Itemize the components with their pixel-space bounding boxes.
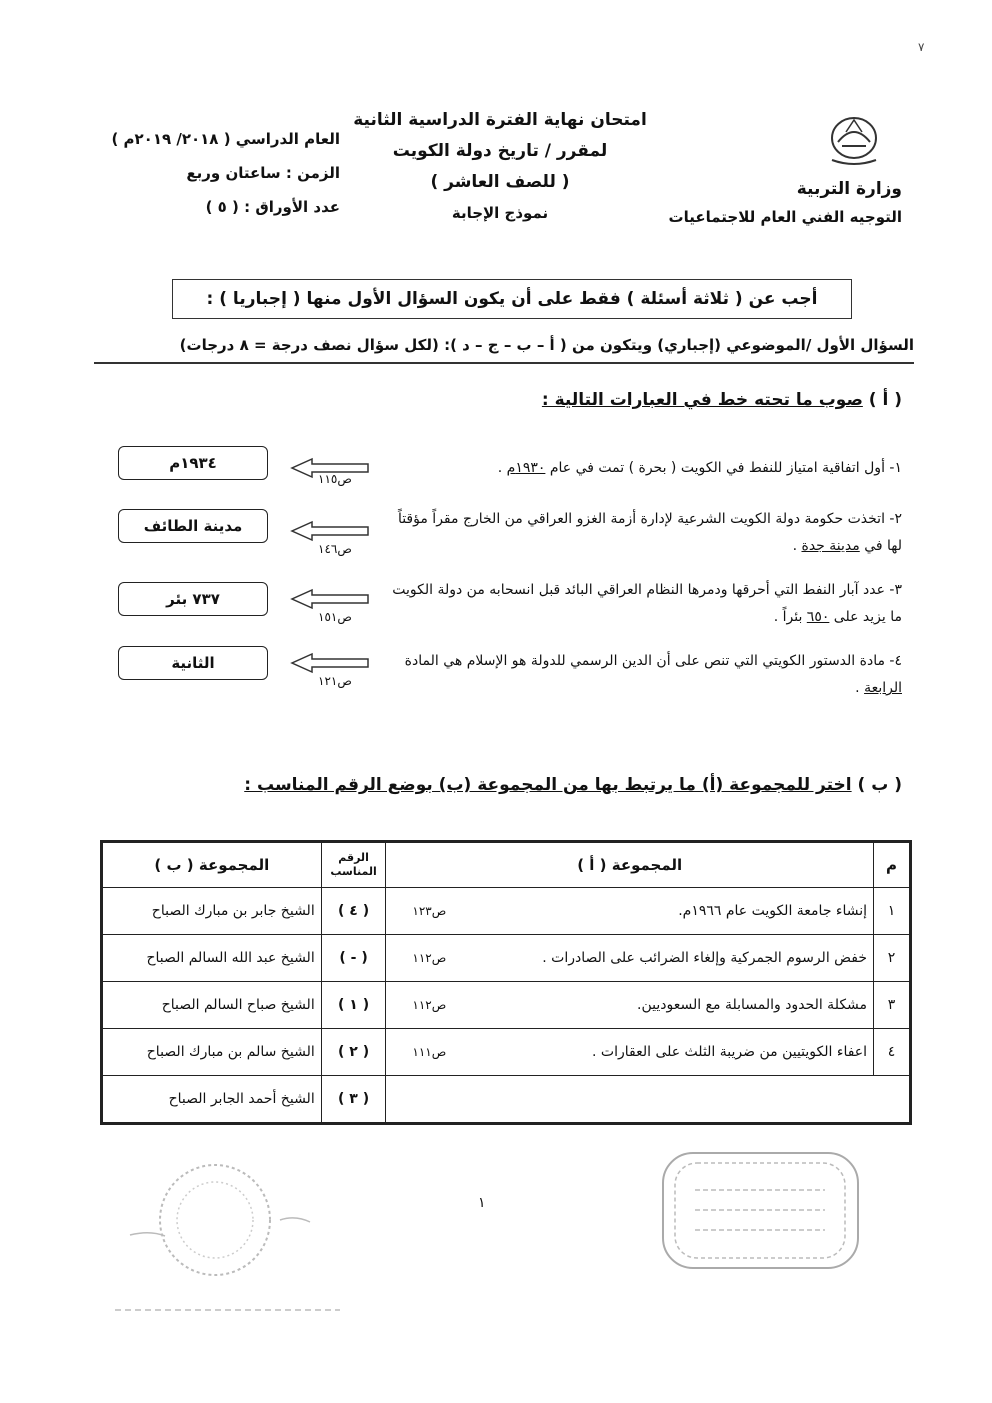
group-a-text: إنشاء جامعة الكويت عام ١٩٦٦م.: [678, 903, 868, 919]
matched-number: ( - ): [321, 935, 386, 982]
page-ref: ص١٢١: [318, 674, 352, 688]
partA-title: صوب ما تحته خط في العبارات التالية :: [541, 390, 863, 410]
arrow-left-icon: [290, 652, 370, 674]
page-ref: ص١١٢: [412, 951, 447, 965]
arrow-left-icon: [290, 588, 370, 610]
answer-text: ٧٣٧ بئر: [166, 590, 220, 608]
group-a-cell: [386, 935, 874, 982]
answer-text: ١٩٣٤م: [169, 454, 217, 472]
header-number: الرقم المناسب: [321, 842, 386, 888]
group-a-cell: [386, 888, 874, 935]
group-a-text: اعفاء الكويتيين من ضريبة الثلث على العقارات .: [592, 1044, 868, 1060]
statement-end: .: [855, 680, 865, 696]
statement-end: .: [792, 538, 802, 554]
exam-title-block: [340, 105, 660, 229]
partA-heading: [542, 390, 902, 410]
exam-time: الزمن : ساعتان وربع: [186, 164, 340, 182]
matched-number: ( ٢ ): [321, 1029, 386, 1076]
row-index: ٣: [874, 982, 911, 1029]
group-a-cell: [386, 1029, 874, 1076]
instruction-box: [172, 279, 852, 319]
statement-text: ٣- عدد آبار النفط التي أحرقها ودمرها النظام العراقي البائد قبل انسحابه من دولة الكويت ما يزيد على: [392, 582, 902, 625]
page-number: ١: [478, 1195, 486, 1211]
partB-title: اختر للمجموعة (أ) ما يرتبط بها من المجموعة (ب) بوضع الرقم المناسب :: [244, 775, 852, 795]
ministry-name: وزارة التربية: [796, 179, 902, 199]
exam-meta: [70, 122, 340, 224]
underlined-term: الرابعة: [864, 680, 902, 696]
group-b-cell: الشيخ صباح السالم الصباح: [102, 982, 322, 1029]
page-ref: ص١١٥: [318, 472, 352, 486]
answer-model-label: نموذج الإجابة: [451, 204, 549, 222]
row-index: ٤: [874, 1029, 911, 1076]
instruction-text: أجب عن ( ثلاثة أسئلة ) فقط على أن يكون السؤال الأول منها ( إجباريا ) :: [206, 289, 818, 309]
matching-table: [100, 840, 912, 1125]
row-index: ٢: [874, 935, 911, 982]
partB-label: ( ب ): [857, 775, 902, 795]
row-index: ١: [874, 888, 911, 935]
statement-text: ٢- اتخذت حكومة دولة الكويت الشرعية لإدارة أزمة الغزو العراقي من الخارج مقراً مؤقتاً لها في: [397, 511, 902, 554]
statement-end: .: [497, 460, 507, 476]
answer-box-2: [118, 509, 268, 543]
underlined-term: مدينة جدة: [801, 538, 860, 554]
answer-box-3: [118, 582, 268, 616]
page-ref: ص١١١: [412, 1045, 447, 1059]
group-a-cell: [386, 1076, 874, 1124]
page-ref: ص١١٢: [412, 998, 447, 1012]
group-b-cell: الشيخ سالم بن مبارك الصباح: [102, 1029, 322, 1076]
underlined-term: ٦٥٠: [806, 609, 830, 625]
exam-subject: لمقرر / تاريخ دولة الكويت: [392, 141, 608, 161]
header-m: م: [874, 842, 911, 888]
header-group-a: المجموعة ( أ ): [386, 842, 874, 888]
statement-3: [392, 577, 902, 631]
answer-text: الثانية: [171, 654, 215, 672]
statement-text: ١- أول اتفاقية امتياز للنفط في الكويت ( بحرة ) تمت في عام: [545, 460, 902, 476]
divider: [94, 362, 914, 364]
underlined-term: ١٩٣٠م: [506, 460, 546, 476]
table-row: [102, 982, 911, 1029]
statement-4: [392, 648, 902, 702]
department-name: التوجيه الفني العام للاجتماعيات: [668, 208, 902, 226]
matched-number: ( ٣ ): [321, 1076, 386, 1124]
group-b-cell: الشيخ عبد الله السالم الصباح: [102, 935, 322, 982]
question1-title: السؤال الأول /الموضوعي (إجباري) ويتكون من ( أ – ب – ج – د ): (لكل سؤال نصف درجة = ٨ درجات): [179, 336, 914, 354]
academic-year: العام الدراسي ( ٢٠١٨/ ٢٠١٩م ): [111, 130, 340, 148]
row-index: [874, 1076, 911, 1124]
table-row: [102, 1029, 911, 1076]
group-a-cell: [386, 982, 874, 1029]
page-ref: ص١٤٦: [318, 542, 352, 556]
kuwait-emblem-icon: [824, 112, 884, 168]
ministry-block: [669, 175, 902, 231]
official-stamp-icon: [110, 1150, 380, 1330]
answer-box-4: [118, 646, 268, 680]
table-row: [102, 888, 911, 935]
group-b-cell: الشيخ جابر بن مبارك الصباح: [102, 888, 322, 935]
corner-mark: ٧: [918, 40, 925, 54]
statement-end: بئراً .: [773, 609, 807, 625]
table-row: [102, 1076, 911, 1124]
arrow-left-icon: [290, 520, 370, 542]
group-a-text: مشكلة الحدود والمسابلة مع السعوديين.: [637, 997, 868, 1013]
group-b-cell: الشيخ أحمد الجابر الصباح: [102, 1076, 322, 1124]
matched-number: ( ١ ): [321, 982, 386, 1029]
header-group-b: المجموعة ( ب ): [102, 842, 322, 888]
matched-number: ( ٤ ): [321, 888, 386, 935]
statement-2: [392, 506, 902, 560]
statement-1: [392, 455, 902, 482]
ministry-stamp-icon: [655, 1145, 865, 1275]
answer-box-1: [118, 446, 268, 480]
group-a-text: خفض الرسوم الجمركية وإلغاء الضرائب على الصادرات .: [542, 950, 868, 966]
table-row: [102, 935, 911, 982]
partB-heading: [244, 775, 902, 795]
exam-title: امتحان نهاية الفترة الدراسية الثانية: [353, 110, 647, 130]
statement-text: ٤- مادة الدستور الكويتي التي تنص على أن الدين الرسمي للدولة هو الإسلام هي المادة: [404, 653, 902, 669]
table-header-row: [102, 842, 911, 888]
partA-label: ( أ ): [868, 390, 902, 410]
page-count: عدد الأوراق : ( ٥ ): [205, 198, 340, 216]
page-ref: ص١٢٣: [412, 904, 447, 918]
exam-grade: ( للصف العاشر ): [430, 172, 570, 192]
answer-text: مدينة الطائف: [143, 517, 243, 535]
page-ref: ص١٥١: [318, 610, 352, 624]
